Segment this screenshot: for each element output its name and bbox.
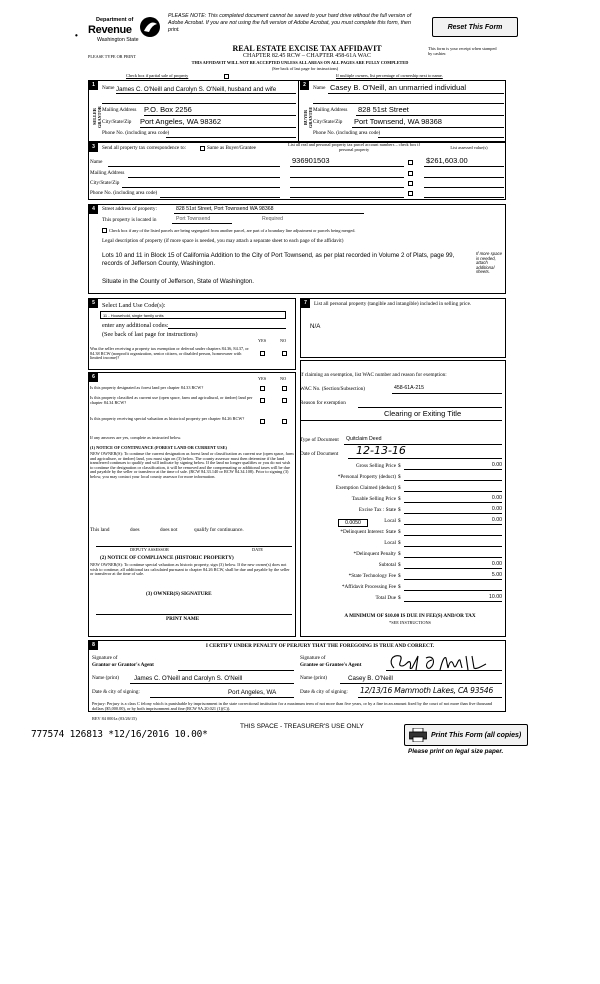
treasurer-stamp: 777574 126813 *12/16/2016 10.00* — [31, 729, 208, 740]
rule — [340, 683, 502, 684]
wac-label: WAC No. (Section/Subsection) — [300, 386, 365, 392]
see-back-header: (See back of last page for instructions) — [271, 66, 339, 71]
correspondence-address-label: Mailing Address — [90, 170, 125, 176]
street-address-field[interactable]: 828 51st Street, Port Townsend WA 98368 — [176, 206, 274, 212]
historic-question: Is this property receiving special valuation as historical property per chapter 84.26 RCW? — [90, 416, 245, 421]
located-in-field[interactable]: Port Townsend — [176, 216, 211, 222]
exemption-yes-checkbox[interactable] — [260, 351, 265, 356]
historic-no-checkbox[interactable] — [282, 419, 287, 424]
rule — [130, 683, 294, 684]
assessed-header: List assessed value(s) — [450, 145, 488, 150]
tax-row-value[interactable]: 0.00 — [404, 518, 502, 525]
tax-row-label: Excise Tax : State — [358, 507, 396, 513]
buyer-name-label: Name — [313, 85, 326, 91]
print-form-label: Print This Form (all copies) — [431, 731, 522, 739]
seller-address-field[interactable]: P.O. Box 2256 — [144, 105, 192, 114]
grantor-signature-label-2: Grantor or Grantor's Agent — [92, 662, 154, 668]
receipt-note: This form is your receipt when stamped by cashier. — [428, 46, 497, 56]
tax-row-label: Taxable Selling Price — [351, 496, 396, 502]
rule — [150, 697, 294, 698]
tax-row-label: *Delinquent Penalty — [353, 551, 396, 557]
personal-property-field[interactable]: N/A — [310, 323, 321, 330]
correspondence-phone-field[interactable] — [160, 197, 280, 198]
rule — [348, 458, 502, 459]
tax-row-value[interactable]: 0.00 — [404, 507, 502, 514]
current-use-question: Is this property classified as current use (open space, farm and agricultural, or timber) land per chapter 84.34 RCW? — [90, 395, 253, 405]
owner-signature-line[interactable] — [96, 614, 292, 615]
certify-statement: I CERTIFY UNDER PENALTY OF PERJURY THAT THE FOREGOING IS TRUE AND CORRECT. — [205, 643, 435, 649]
dollar-sign: $ — [398, 474, 401, 480]
land-use-select[interactable]: 11 - Household, single family units — [100, 311, 286, 319]
rule — [116, 93, 296, 94]
rule — [172, 223, 232, 224]
rule — [386, 670, 502, 671]
assessed-value-field-2[interactable] — [424, 177, 504, 178]
rev-number: REV 84 0001a (03/26/15) — [92, 716, 137, 721]
treasurer-use-label: THIS SPACE - TREASURER'S USE ONLY — [240, 723, 364, 730]
parcel-number-field[interactable]: 936901503 — [292, 156, 330, 165]
seller-address-label: Mailing Address — [102, 107, 137, 113]
tax-row-value[interactable]: 10.00 — [404, 595, 502, 602]
rule — [174, 213, 364, 214]
date-label: DATE — [252, 547, 263, 552]
grantee-signature-label: Signature of — [300, 655, 326, 661]
rule — [358, 697, 502, 698]
grantee-signature-label-2: Grantee or Grantee's Agent — [300, 662, 362, 668]
current-use-no-checkbox[interactable] — [282, 398, 287, 403]
buyer-side-label: BUYER GRANTEE — [303, 106, 313, 128]
forest-land-question: Is this property designated as forest land per chapter 84.33 RCW? — [90, 385, 204, 390]
buyer-city-field[interactable]: Port Townsend, WA 98368 — [354, 117, 442, 126]
rule — [352, 127, 504, 128]
owner-signature-label: (3) OWNER(S) SIGNATURE — [146, 591, 212, 597]
section-4-tab: 4 — [89, 205, 98, 214]
tax-row-label: Subtotal — [378, 562, 396, 568]
dollar-sign: $ — [398, 595, 401, 601]
tax-row-value[interactable] — [404, 529, 502, 536]
segregated-label: Check box if any of the listed parcels are being segregated from another parcel, are part of a boundary line adjustment or parcels being merged. — [109, 228, 356, 233]
correspondence-phone-label: Phone No. (including area code) — [90, 190, 158, 196]
doc-type-field[interactable]: Quitclaim Deed — [346, 436, 382, 442]
tax-row-label: *State Technology Fee — [348, 573, 396, 579]
parcel-number-field-3[interactable] — [290, 187, 404, 188]
current-use-yes-checkbox[interactable] — [260, 398, 265, 403]
doc-date-label: Date of Document — [300, 451, 339, 457]
rule — [290, 166, 404, 167]
tax-row-label: *Personal Property (deduct) — [337, 474, 396, 480]
multiple-owners-label: If multiple owners, list percentage of ownership next to name. — [336, 73, 443, 78]
land-use-label: Select Land Use Code(s): — [102, 302, 166, 309]
exemption-claim-label: If claiming an exemption, list WAC number and reason for exemption: — [300, 372, 447, 378]
partial-sale-label: Check box if partial sale of property — [126, 73, 189, 78]
yes-header: YES — [258, 338, 267, 343]
grantor-name-label: Name (print) — [92, 675, 119, 681]
buyer-name-field[interactable]: Casey B. O'Neill, an unmarried individual — [330, 83, 467, 92]
type-or-print: PLEASE TYPE OR PRINT — [88, 54, 137, 59]
tax-row-value[interactable]: 0.00 — [404, 463, 502, 470]
tax-row-value[interactable] — [404, 485, 502, 492]
doc-date-field[interactable]: 12-13-16 — [356, 444, 406, 457]
rule — [144, 115, 296, 116]
tax-row-label: *Delinquent Interest: State — [340, 529, 396, 535]
exemption-question: Was the seller receiving a property tax exemption or deferral under chapters 84.36, 84.37, or 84.38 RCW (nonprofit organization, senior citizen, or disabled person, homeowner with limited income)? — [90, 346, 249, 360]
rule — [356, 115, 504, 116]
grantor-date-city-label: Date & city of signing: — [92, 689, 140, 695]
deputy-assessor-label: DEPUTY ASSESSOR — [130, 547, 169, 552]
tax-row-label: Local — [384, 540, 396, 546]
personal-property-checkbox-4[interactable] — [408, 191, 413, 196]
grantor-city-field[interactable]: Port Angeles, WA — [228, 689, 277, 696]
notice-compliance-title: (2) NOTICE OF COMPLIANCE (HISTORIC PROPERTY) — [100, 555, 234, 561]
grantee-signature[interactable] — [386, 652, 494, 672]
minimum-note: A MINIMUM OF $10.00 IS DUE IN FEE(S) AND/OR TAX — [344, 613, 476, 619]
revenue-text: Revenue — [88, 24, 132, 36]
rule — [102, 103, 296, 104]
dollar-sign: $ — [398, 485, 401, 491]
tax-row-value[interactable] — [404, 540, 502, 547]
section-3-tab: 3 — [89, 143, 98, 152]
correspondence-name-field[interactable] — [108, 166, 280, 167]
correspondence-city-label: City/State/Zip — [90, 180, 120, 186]
seller-city-label: City/State/Zip — [102, 119, 132, 125]
buyer-phone-field[interactable] — [378, 137, 504, 138]
wac-field[interactable]: 458-61A-215 — [394, 385, 424, 391]
local-rate-field[interactable]: 0.0050 — [338, 519, 368, 527]
dollar-sign: $ — [398, 584, 401, 590]
does-not-option[interactable]: does not — [160, 527, 178, 533]
dept-of-text: Department of — [96, 17, 134, 23]
qualify-label: qualify for continuance. — [194, 527, 244, 533]
seller-phone-field[interactable] — [166, 137, 296, 138]
does-option[interactable]: does — [130, 527, 140, 533]
rule — [140, 127, 296, 128]
grantor-signature-label: Signature of — [92, 655, 118, 661]
dollar-sign: $ — [398, 573, 401, 579]
tax-row-label: Gross Selling Price — [355, 463, 396, 469]
segregated-checkbox[interactable] — [102, 228, 107, 233]
correspondence-name-label: Name — [90, 159, 103, 165]
printer-icon — [409, 728, 427, 742]
yes-header-6: YES — [258, 376, 267, 381]
correspondence-address-field[interactable] — [128, 177, 280, 178]
print-form-button[interactable] — [404, 724, 528, 746]
located-in-label: This property is located in — [102, 217, 157, 223]
seller-phone-label: Phone No. (including area code) — [102, 130, 170, 136]
no-header: NO — [280, 338, 287, 343]
tax-row-label: *Affidavit Processing Fee — [341, 584, 396, 590]
same-as-buyer-label: Same as Buyer/Grantee — [207, 145, 256, 151]
divider — [298, 80, 299, 142]
dollar-sign: $ — [398, 463, 401, 469]
tax-row-value[interactable]: 5.00 — [404, 573, 502, 580]
washington-state-text: Washington State — [97, 37, 139, 43]
assessed-value-field-3[interactable] — [424, 187, 504, 188]
tax-row-value[interactable]: 0.00 — [404, 496, 502, 503]
tax-row-label: Local — [384, 518, 396, 524]
buyer-address-label: Mailing Address — [313, 107, 348, 113]
historic-yes-checkbox[interactable] — [260, 419, 265, 424]
seller-name-field[interactable]: James C. O'Neill and Carolyn S. O'Neill, husband and wife — [116, 86, 277, 93]
same-as-buyer-checkbox[interactable] — [200, 146, 205, 151]
parcel-number-field-4[interactable] — [290, 197, 404, 198]
seller-city-field[interactable]: Port Angeles, WA 98362 — [140, 117, 222, 126]
buyer-phone-label: Phone No. (including area code) — [313, 130, 381, 136]
dollar-sign: $ — [398, 518, 401, 524]
dollar-sign: $ — [398, 529, 401, 535]
no-header-6: NO — [280, 376, 287, 381]
land-use-see-back: (See back of last page for instructions) — [102, 331, 198, 338]
seller-name-label: Name — [102, 85, 115, 91]
personal-property-label: List all personal property (tangible and intangible) included in selling price. — [314, 301, 472, 307]
required-note: Required — [262, 216, 284, 222]
tax-row-label: Total Due — [375, 595, 396, 601]
dollar-sign: $ — [398, 496, 401, 502]
grantor-name-field[interactable]: James C. O'Neill and Carolyn S. O'Neill — [134, 675, 243, 682]
notice-compliance-text: NEW OWNER(S): To continue special valuation as historic property, sign (3) below. If the new owner(s) does not wish to continue, all additional tax calculated pursuant to chapter 84.26 RCW, shall be due and payable by the seller or transferor at the time of sale. — [90, 562, 290, 576]
assessed-value-field-4[interactable] — [424, 197, 504, 198]
this-land-label: This land — [90, 527, 110, 533]
grantor-signature-line[interactable] — [178, 670, 294, 671]
street-address-label: Street address of property: — [102, 206, 157, 212]
not-accepted-notice: THIS AFFIDAVIT WILL NOT BE ACCEPTED UNLESS ALL AREAS ON ALL PAGES ARE FULLY COMPLETED — [191, 60, 409, 65]
dollar-sign: $ — [398, 562, 401, 568]
grantee-date-city-field[interactable]: 12/13/16 Mammoth Lakes, CA 93546 — [360, 686, 494, 695]
buyer-address-field[interactable]: 828 51st Street — [358, 105, 409, 114]
dollar-sign: $ — [398, 507, 401, 513]
rule — [313, 103, 504, 104]
parcel-header: List all real and personal property tax parcel account numbers – check box if personal property — [288, 142, 420, 152]
forest-no-checkbox[interactable] — [282, 386, 287, 391]
personal-property-checkbox-2[interactable] — [408, 171, 413, 176]
assessed-value-field[interactable]: $261,603.00 — [426, 156, 468, 165]
exemption-no-checkbox[interactable] — [282, 351, 287, 356]
notice-continuance-title: (1) NOTICE OF CONTINUANCE (FOREST LAND OR CURRENT USE) — [90, 445, 227, 450]
reason-label: Reason for exemption — [300, 400, 346, 406]
additional-codes-label: enter any additional codes: — [102, 322, 169, 329]
perjury-notice: Perjury: Perjury is a class C felony which is punishable by imprisonment in the state correctional institution for a maximum term of not more than five years, or by a fine in an amount fixed by the court of not more than five thousand dollars ($5,000.00), or by both imprisonment and fine (RCW 9A.20.021 (1)(C)). — [92, 701, 492, 712]
parcel-number-field-2[interactable] — [290, 177, 404, 178]
legal-description-label: Legal description of property (if more space is needed, you may attach a separate sheet to each page of the affidavit) — [102, 238, 344, 244]
tax-row-value[interactable]: 0.00 — [404, 562, 502, 569]
grantee-name-field[interactable]: Casey B. O'Neill — [348, 675, 393, 682]
print-name-label: PRINT NAME — [166, 616, 200, 622]
forest-yes-checkbox[interactable] — [260, 386, 265, 391]
form-title: REAL ESTATE EXCISE TAX AFFIDAVIT — [232, 44, 382, 53]
form-chapter: CHAPTER 82.45 RCW – CHAPTER 458-61A WAC — [243, 53, 371, 59]
save-notice: PLEASE NOTE: This completed document cannot be saved to your hard drive without the full version of Adobe Acrobat. If you are not using the full version of Adobe Acrobat, you must complete this form, then print. — [168, 13, 412, 33]
bullet-mark: • — [75, 31, 78, 40]
legal-size-note: Please print on legal size paper. — [408, 748, 504, 755]
reset-form-label: Reset This Form — [447, 23, 503, 31]
grantee-date-city-label: Date & city of signing: — [300, 689, 348, 695]
section-2-tab: 2 — [300, 81, 309, 90]
tax-row-value[interactable] — [404, 584, 502, 591]
seller-side-label: SELLER GRANTOR — [92, 106, 102, 128]
partial-sale-checkbox[interactable] — [224, 74, 229, 79]
notice-continuance-text: NEW OWNER(S): To continue the current designation as forest land or classification as current use (open space, farm and agriculture, or timber) land, you must sign on (3) below. The county assessor must then determine if the land transferred continues to qualify and will indicate by signing below. If the land no longer qualifies or you do not wish to continue the designation or classification, it will be removed and the compensating or additional taxes will be due and payable by the seller or transferor at the time of sale. (RCW 84.33.140 or RCW 84.34.108). Prior to signing (3) below, you may contact your local county assessor for more information. — [90, 451, 294, 479]
section-5-tab: 5 — [89, 299, 98, 308]
dollar-sign: $ — [398, 551, 401, 557]
send-correspondence-label: Send all property tax correspondence to: — [102, 145, 186, 151]
personal-property-checkbox-1[interactable] — [408, 160, 413, 165]
rule — [328, 93, 504, 94]
personal-property-checkbox-3[interactable] — [408, 181, 413, 186]
see-instructions-note: *SEE INSTRUCTIONS — [389, 620, 431, 625]
section-7-tab: 7 — [301, 299, 310, 308]
legal-description-field-2[interactable]: Situate in the County of Jefferson, State of Washington. — [102, 278, 255, 285]
if-yes-note: If any answers are yes, complete as instructed below. — [90, 435, 182, 440]
rule — [300, 420, 502, 421]
doc-type-label: Type of Document — [300, 437, 339, 443]
section-6-tab: 6 — [89, 373, 98, 382]
dollar-sign: $ — [398, 540, 401, 546]
legal-description-field[interactable]: Lots 10 and 11 in Block 15 of California Addition to the City of Port Townsend, as per plat recorded in Volume 2 of Plats, page 99, records of Jefferson County, Washington. — [102, 252, 455, 268]
rule — [392, 393, 502, 394]
reason-field[interactable]: Clearing or Exiting Title — [384, 409, 462, 418]
tax-row-value[interactable] — [404, 551, 502, 558]
rule — [424, 166, 504, 167]
section-1-tab: 1 — [89, 81, 98, 90]
buyer-city-label: City/State/Zip — [313, 119, 343, 125]
grantee-name-label: Name (print) — [300, 675, 327, 681]
reset-form-button[interactable] — [432, 17, 518, 37]
additional-codes-field[interactable] — [168, 328, 286, 329]
more-space-note: If more space is needed, attach additional sheets. — [476, 251, 503, 274]
tax-row-label: Exemption Claimed (deduct) — [335, 485, 396, 491]
grantee-signature-scribble — [386, 652, 494, 672]
rule — [358, 407, 502, 408]
section-8-tab: 8 — [89, 641, 98, 650]
tax-row-value[interactable] — [404, 474, 502, 481]
correspondence-city-field[interactable] — [122, 187, 280, 188]
